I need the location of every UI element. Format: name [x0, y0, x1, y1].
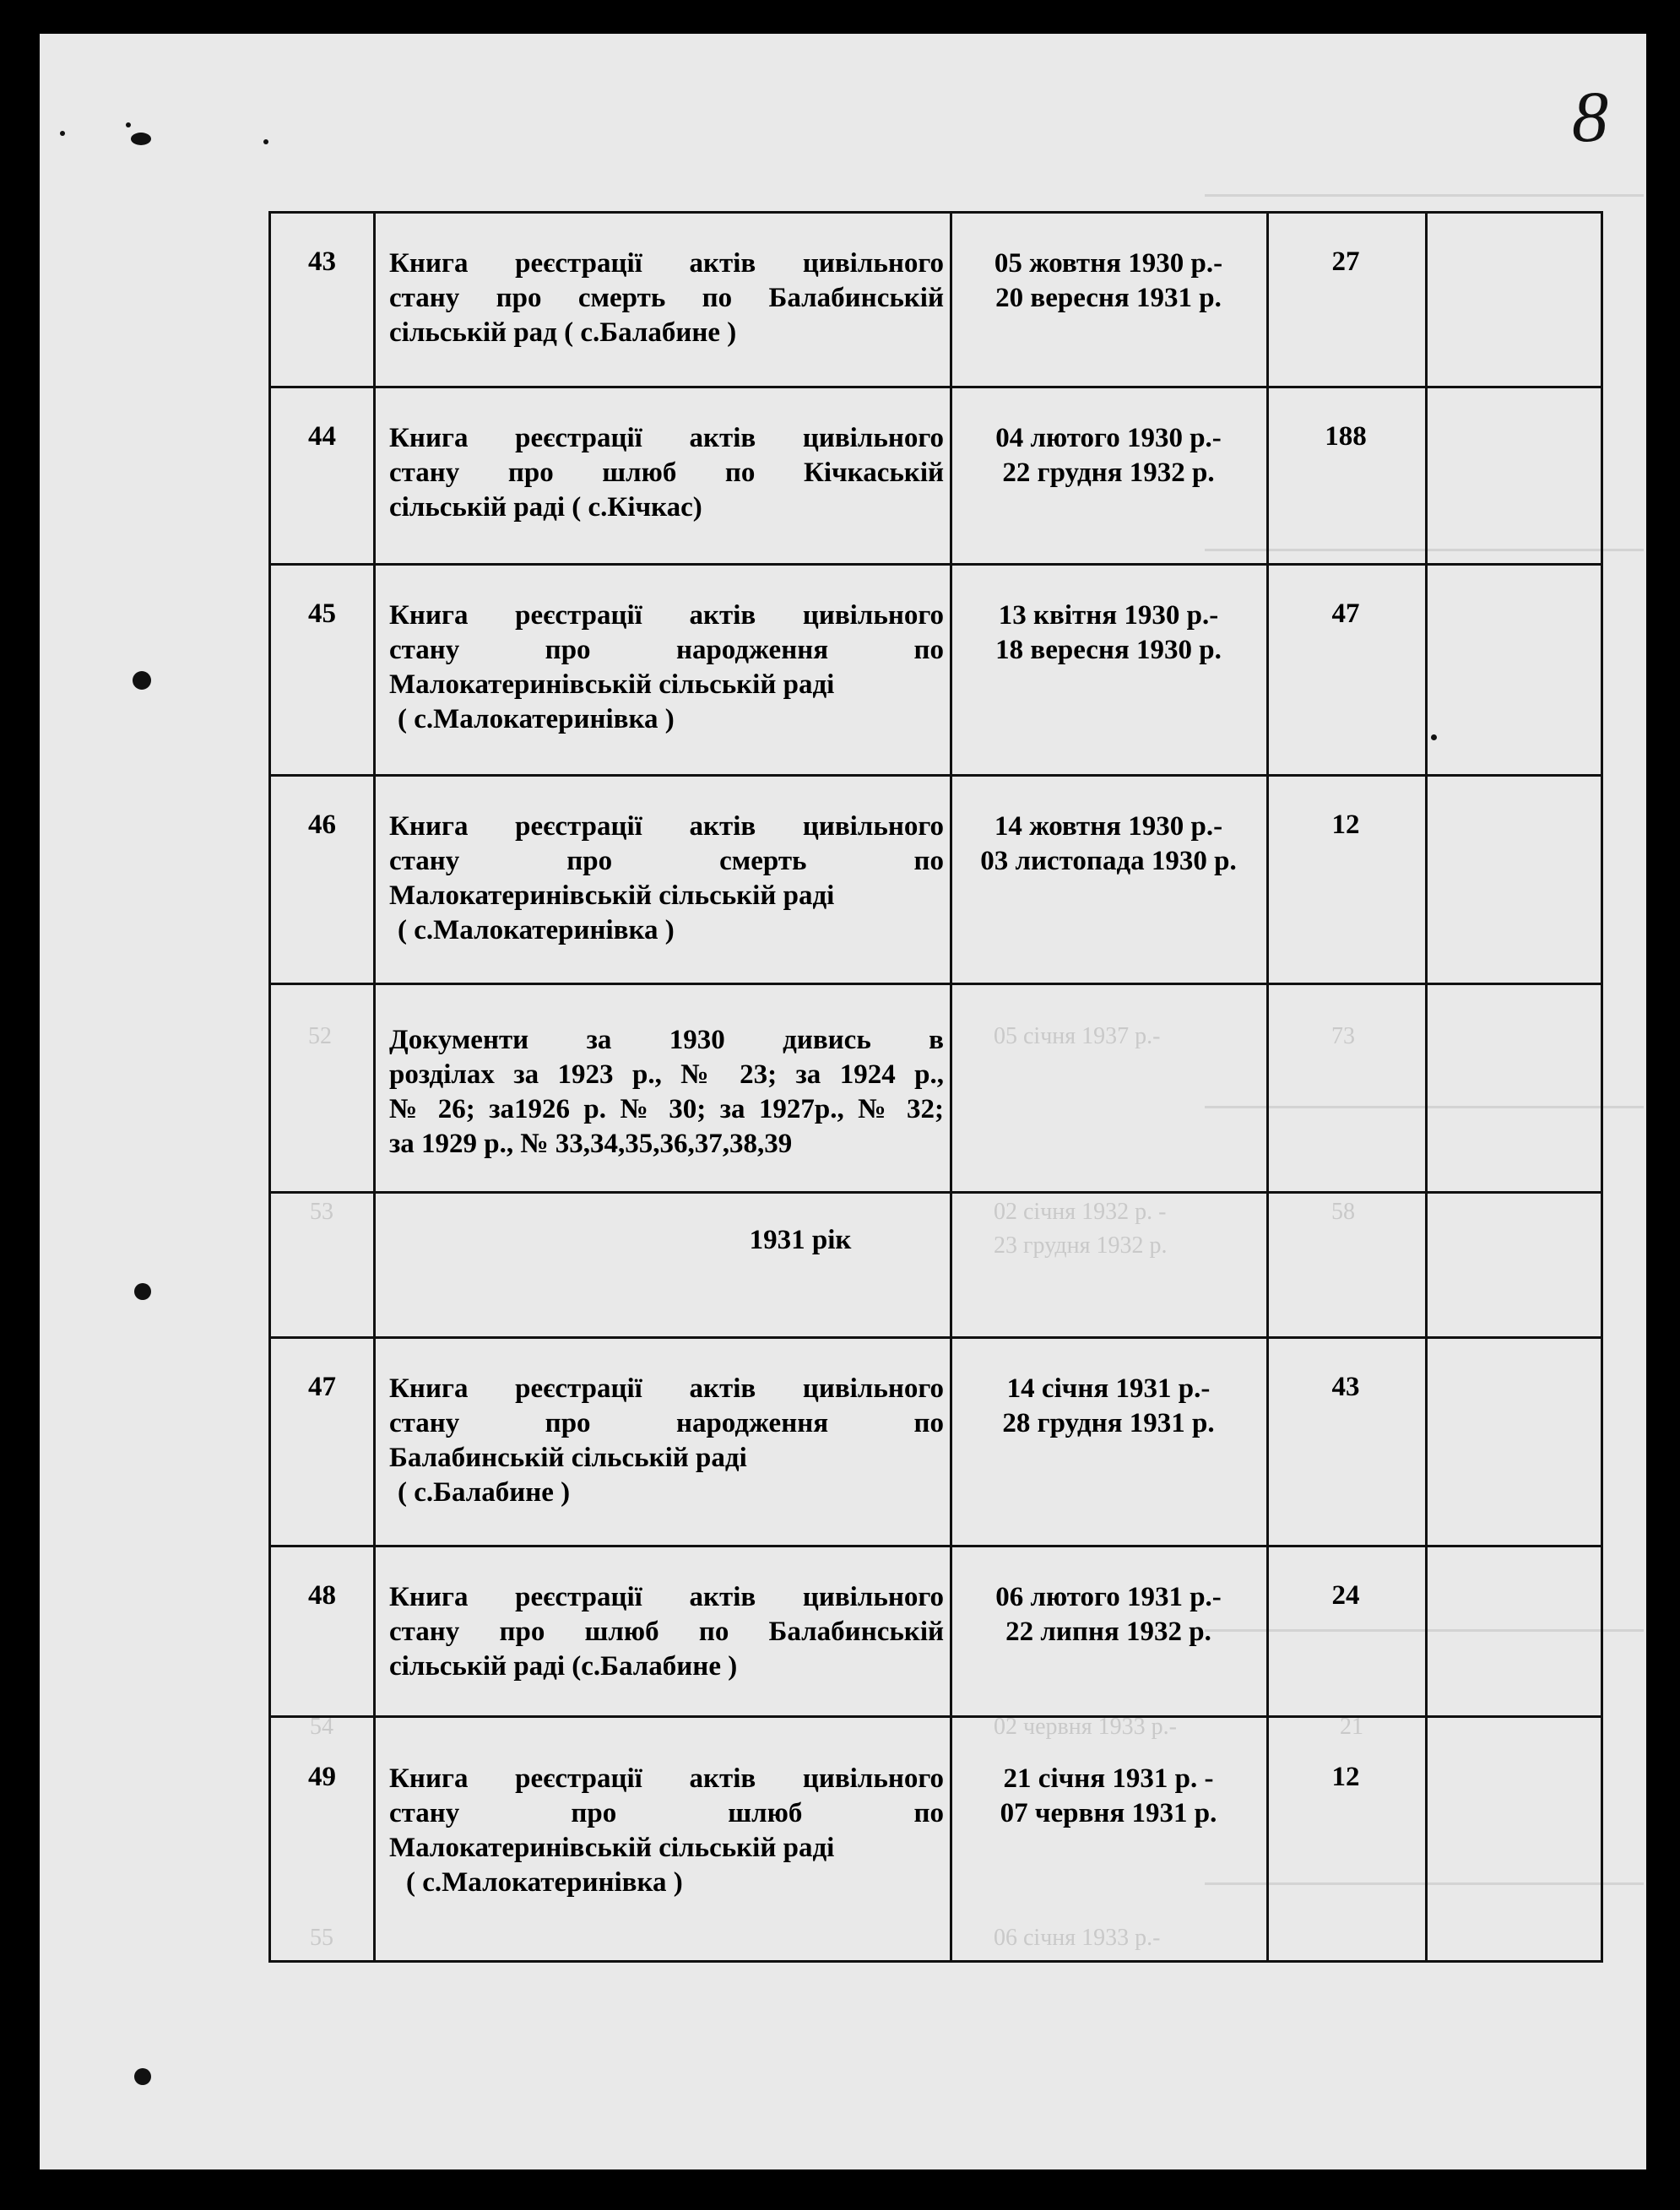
show-through-number: 21	[1340, 1714, 1363, 1740]
table-row	[268, 386, 1603, 566]
record-title: Книга реєстрації актів цивільного стану про шлюб по Кічкаській сільській раді ( с.Кічкас)	[389, 423, 944, 523]
sheet-count: 12	[1331, 1762, 1360, 1792]
row-number: 46	[308, 810, 336, 840]
handwritten-page-number: 8	[1572, 76, 1608, 157]
speck-mark	[134, 2068, 151, 2085]
sheet-count: 24	[1331, 1580, 1360, 1611]
table-row	[268, 1715, 1603, 1963]
record-title: Книга реєстрації актів цивільного стану про народження по Малокатеринівській сільській раді ( с.Малокатеринівка )	[389, 600, 944, 734]
date-range: 14 січня 1931 р.- 28 грудня 1931 р.	[1002, 1373, 1215, 1438]
sheet-count: 12	[1331, 810, 1360, 840]
date-range: 06 лютого 1931 р.- 22 липня 1932 р.	[995, 1582, 1222, 1647]
show-through-number: 58	[1331, 1199, 1355, 1225]
show-through-date: 06 січня 1933 р.-	[994, 1925, 1161, 1951]
sheet-count: 27	[1331, 246, 1360, 277]
show-through-line	[1205, 194, 1644, 197]
table-row	[268, 563, 1603, 777]
table-row	[268, 774, 1603, 985]
row-number: 43	[308, 246, 336, 277]
speck-mark	[263, 139, 268, 144]
sheet-count: 188	[1325, 421, 1367, 452]
cross-reference-note: Документи за 1930 дивись в розділах за 1923 р., № 23; за 1924 р., № 26; за1926 р. № 30; за 1927р., № 32; за 1929 р., № 33,34,35,36,37,38,39	[389, 1025, 944, 1159]
record-title: Книга реєстрації актів цивільного стану про шлюб по Малокатеринівській сільській раді ( с.Малокатеринівка )	[389, 1763, 944, 1898]
row-number: 45	[308, 599, 336, 629]
sheet-count: 43	[1331, 1372, 1360, 1402]
date-range: 04 лютого 1930 р.- 22 грудня 1932 р.	[995, 423, 1222, 488]
show-through-date: 23 грудня 1932 р.	[994, 1232, 1168, 1259]
table-row	[268, 211, 1603, 388]
row-number: 48	[308, 1580, 336, 1611]
table-row	[268, 1545, 1603, 1718]
row-number: 44	[308, 421, 336, 452]
show-through-number: 53	[310, 1199, 333, 1225]
row-number: 47	[308, 1372, 336, 1402]
record-title: Книга реєстрації актів цивільного стану про смерть по Балабинській сільській рад ( с.Балабине )	[389, 248, 944, 348]
date-range: 14 жовтня 1930 р.- 03 листопада 1930 р.	[980, 811, 1237, 876]
speck-mark	[126, 122, 131, 127]
record-title: Книга реєстрації актів цивільного стану про шлюб по Балабинській сільській раді (с.Балабине )	[389, 1582, 944, 1682]
date-range: 21 січня 1931 р. - 07 червня 1931 р.	[1000, 1763, 1217, 1828]
show-through-date: 02 січня 1932 р. -	[994, 1199, 1167, 1225]
sheet-count: 47	[1331, 599, 1360, 629]
date-range: 05 жовтня 1930 р.- 20 вересня 1931 р.	[994, 248, 1223, 313]
show-through-number: 73	[1331, 1023, 1355, 1049]
show-through-date: 05 січня 1937 р.-	[994, 1023, 1161, 1049]
speck-mark	[134, 1283, 151, 1300]
date-range: 13 квітня 1930 р.- 18 вересня 1930 р.	[995, 600, 1222, 665]
speck-mark	[60, 131, 65, 136]
show-through-number: 54	[310, 1714, 333, 1740]
year-section-heading: 1931 рік	[749, 1225, 852, 1255]
section-row	[268, 1191, 1603, 1339]
record-title: Книга реєстрації актів цивільного стану про народження по Балабинській сільській раді ( с.Балабине )	[389, 1373, 944, 1508]
speck-mark	[133, 671, 151, 690]
show-through-number: 52	[308, 1023, 332, 1049]
table-row	[268, 983, 1603, 1194]
record-title: Книга реєстрації актів цивільного стану про смерть по Малокатеринівській сільській раді ( с.Малокатеринівка )	[389, 811, 944, 945]
row-number: 49	[308, 1762, 336, 1792]
show-through-date: 02 червня 1933 р.-	[994, 1714, 1177, 1740]
speck-mark	[131, 133, 151, 145]
show-through-number: 55	[310, 1925, 333, 1951]
table-row	[268, 1336, 1603, 1547]
